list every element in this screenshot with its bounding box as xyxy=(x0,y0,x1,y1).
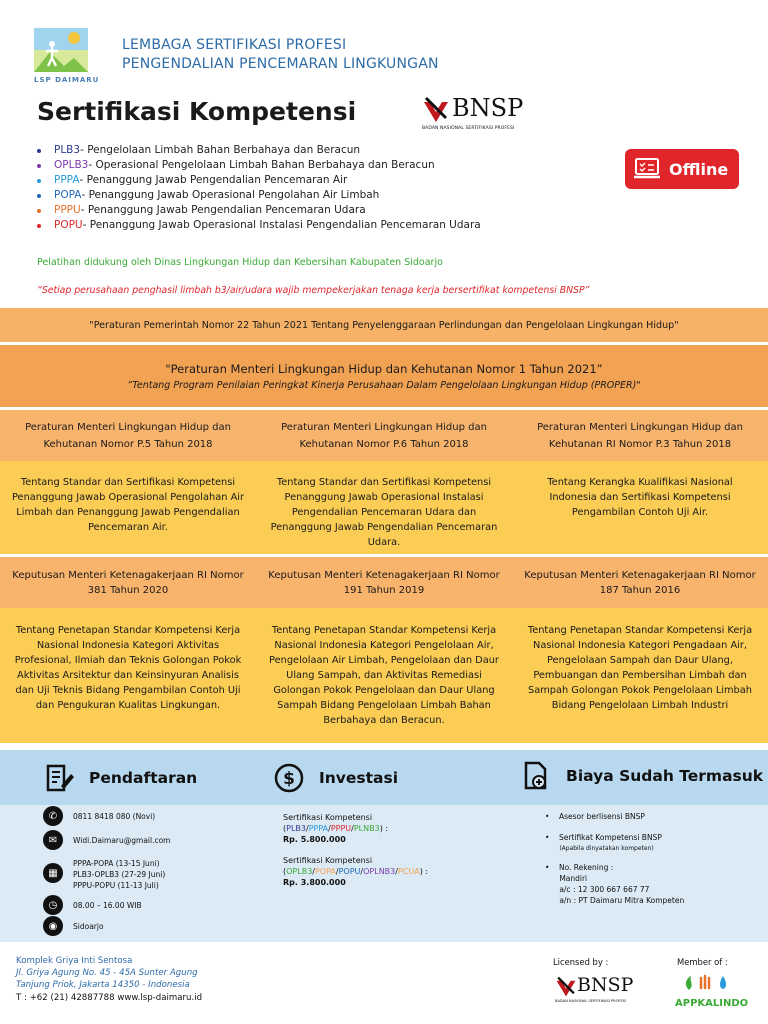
certification-code: PPPA xyxy=(308,824,329,833)
appkalindo-logo xyxy=(675,972,749,1009)
certification-code: POPA xyxy=(314,867,336,876)
bank-name: Mandiri xyxy=(559,874,588,883)
clock-icon: ◷ xyxy=(43,895,63,915)
lsp-daimaru-logo xyxy=(30,22,92,84)
appkalindo-emblem-icon xyxy=(675,972,745,992)
investment-1-title: Sertifikasi Kompetensi xyxy=(283,813,373,822)
member-of-label: Member of : xyxy=(677,957,728,967)
certification-code: OPLB3 xyxy=(286,867,313,876)
course-item xyxy=(37,188,481,203)
certification-code: PCUA xyxy=(397,867,420,876)
investment-1-price: Rp. 5.800.000 xyxy=(283,835,346,844)
bank-account-name: a/n : PT Daimaru Mitra Kompeten xyxy=(559,896,685,905)
registration-form-icon xyxy=(43,762,75,794)
investment-package-1 xyxy=(283,812,388,845)
footer-bnsp-subtitle: BADAN NASIONAL SERTIFIKASI PROFESI xyxy=(555,999,627,1003)
schedule-item: PPPU-POPU (11-13 Juli) xyxy=(73,881,159,890)
bnsp-logo xyxy=(422,96,537,136)
bullet-dot xyxy=(37,224,41,228)
contact-time-text: 08.00 – 16.00 WIB xyxy=(73,900,142,910)
regulation-pp22-text: "Peraturan Pemerintah Nomor 22 Tahun 2021 Tentang Penyelenggaraan Perlindungan dan Pengelolaan Lingkungan Hidup" xyxy=(89,319,679,331)
contact-location-text: Sidoarjo xyxy=(73,921,104,931)
org-name xyxy=(122,36,439,74)
contact-phone-text: 0811 8418 080 (Novi) xyxy=(73,811,156,821)
registration-heading xyxy=(43,762,197,794)
footer-address xyxy=(16,955,202,1004)
contact-email-text: Widi.Daimaru@gmail.com xyxy=(73,835,171,845)
course-description: - Penanggung Jawab Pengendalian Pencemaran Air xyxy=(79,174,348,186)
course-description: - Penanggung Jawab Pengendalian Pencemaran Udara xyxy=(80,204,366,216)
regulation-pp22 xyxy=(0,308,768,342)
regulation-title-cell: Keputusan Menteri Ketenagakerjaan RI Nomor 191 Tahun 2019 xyxy=(268,569,500,596)
address-line: Jl. Griya Agung No. 45 - 45A Sunter Agung xyxy=(16,968,198,979)
includes-heading-text: Biaya Sudah Termasuk xyxy=(566,767,764,785)
course-code: PPPA xyxy=(54,174,80,186)
certification-code: POPU xyxy=(338,867,361,876)
bnsp-emblem-icon xyxy=(555,976,577,998)
offline-label: Offline xyxy=(669,159,729,179)
course-item xyxy=(37,173,481,188)
contact-phone xyxy=(43,806,155,826)
course-list xyxy=(37,143,481,233)
regulation-permen1 xyxy=(0,345,768,407)
investment-package-2 xyxy=(283,855,428,888)
include-assessor-text: Asesor berlisensi BNSP xyxy=(558,812,645,821)
org-line-2: PENGENDALIAN PENCEMARAN LINGKUNGAN xyxy=(122,56,439,72)
investment-2-title: Sertifikasi Kompetensi xyxy=(283,856,373,865)
course-code: POPU xyxy=(54,219,83,231)
regulation-desc-row-2 xyxy=(0,608,768,743)
org-line-1: LEMBAGA SERTIFIKASI PROFESI xyxy=(122,37,347,53)
bnsp-logo-subtitle: BADAN NASIONAL SERTIFIKASI PROFESI xyxy=(422,126,515,131)
regulation-title-row-1 xyxy=(0,410,768,461)
course-code: POPA xyxy=(54,189,82,201)
regulation-title-cell: Keputusan Menteri Ketenagakerjaan RI Nomor 187 Tahun 2016 xyxy=(524,569,756,596)
address-contact-line: T : +62 (21) 42887788 www.lsp-daimaru.id xyxy=(16,992,203,1003)
svg-text:$: $ xyxy=(283,769,295,789)
registration-heading-text: Pendaftaran xyxy=(89,769,198,787)
bullet-dot xyxy=(37,209,41,213)
regulation-title-row-2 xyxy=(0,557,768,608)
bullet-dot xyxy=(37,179,41,183)
course-description: - Operasional Pengelolaan Limbah Bahan Berbahaya dan Beracun xyxy=(88,159,435,171)
include-certificate: • Sertifikat Kompetensi BNSP (Apabila dinyatakan kompeten) xyxy=(545,833,662,852)
laptop-checklist-icon xyxy=(633,157,661,181)
includes-heading xyxy=(520,760,763,792)
certification-code: PLNB3 xyxy=(353,824,380,833)
course-description: - Pengelolaan Limbah Bahan Berbahaya dan Beracun xyxy=(80,144,361,156)
page-title: Sertifikasi Kompetensi xyxy=(37,97,357,126)
location-pin-icon: ◉ xyxy=(43,916,63,936)
contact-location xyxy=(43,916,104,936)
regulation-desc-cell: Tentang Standar dan Sertifikasi Kompetensi Penanggung Jawab Operasional Pengolahan Air Limbah dan Penanggung Jawab Pengendalian Pencemaran Air. xyxy=(12,477,245,533)
regulation-title-cell: Peraturan Menteri Lingkungan Hidup dan Kehutanan Nomor P.5 Tahun 2018 xyxy=(25,421,231,450)
bank-account-label: No. Rekening : xyxy=(558,863,614,872)
address-line: Tanjung Priok, Jakarta 14350 - Indonesia xyxy=(16,980,190,991)
course-description: - Penanggung Jawab Operasional Instalasi Pengendalian Pencemaran Udara xyxy=(82,219,481,231)
whatsapp-icon: ✆ xyxy=(43,806,63,826)
bullet-dot xyxy=(37,194,41,198)
bank-account-number: a/c : 12 300 667 667 77 xyxy=(559,885,650,894)
include-certificate-text: Sertifikat Kompetensi BNSP xyxy=(558,833,662,842)
regulation-title-cell: Peraturan Menteri Lingkungan Hidup dan Kehutanan RI Nomor P.3 Tahun 2018 xyxy=(537,421,743,450)
course-item xyxy=(37,218,481,233)
include-certificate-note: (Apabila dinyatakan kompeten) xyxy=(559,845,654,852)
dollar-icon xyxy=(273,762,305,794)
regulation-desc-row-1 xyxy=(0,461,768,554)
investment-heading xyxy=(273,762,398,794)
certification-code: PPPU xyxy=(330,824,352,833)
investment-1-codes: (PLB3/PPPA/PPPU/PLNB3) : xyxy=(283,824,389,833)
bullet-dot xyxy=(37,149,41,153)
include-bank-account: • No. Rekening : Mandiri a/c : 12 300 667 667 77 a/n : PT Daimaru Mitra Kompeten xyxy=(545,863,685,905)
regulation-desc-cell: Tentang Kerangka Kualifikasi Nasional Indonesia dan Sertifikasi Kompetensi Pengambilan Contoh Uji Air. xyxy=(547,477,733,518)
regulation-title-cell: Keputusan Menteri Ketenagakerjaan RI Nomor 381 Tahun 2020 xyxy=(12,569,244,596)
regulation-desc-cell: Tentang Penetapan Standar Kompetensi Kerja Nasional Indonesia Kategori Pengelolaan Air, Pengelolaan Air Limbah, Pengelolaan dan Daur Ulang Sampah, dan Aktivitas Remediasi Golongan Pokok Pengelolaan dan Daur Ulang Sampah Bidang Pengelolaan Limbah Bahan Berbahaya dan Beracun. xyxy=(269,625,499,726)
footer-bnsp-text: BNSP xyxy=(577,974,634,996)
certification-code: PLB3 xyxy=(286,824,306,833)
investment-2-price: Rp. 3.800.000 xyxy=(283,878,346,887)
certification-code: OPLNB3 xyxy=(363,867,396,876)
regulation-desc-cell: Tentang Penetapan Standar Kompetensi Kerja Nasional Indonesia Kategori Pengadaan Air, Pengelolaan Sampah dan Daur Ulang, Pembuangan dan Pembersihan Limbah dan Sampah Golongan Pokok Pengelolaan Limbah Bidang Pengelolaan Limbah Industri xyxy=(527,625,753,711)
schedule-item: PLB3-OPLB3 (27-29 Juni) xyxy=(73,870,166,879)
include-assessor: • Asesor berlisensi BNSP xyxy=(545,812,645,821)
contact-time xyxy=(43,895,142,915)
course-code: PPPU xyxy=(54,204,81,216)
address-line: Komplek Griya Inti Sentosa xyxy=(16,956,133,966)
course-code: PLB3 xyxy=(54,144,81,156)
course-code: OPLB3 xyxy=(54,159,89,171)
document-add-icon xyxy=(520,760,552,792)
regulation-permen1-subtitle: ”Tentang Program Penilaian Peringkat Kinerja Perusahaan Dalam Pengelolaan Lingkungan Hidup (PROPER)" xyxy=(127,379,641,391)
bullet-dot xyxy=(37,164,41,168)
email-icon: ✉ xyxy=(43,830,63,850)
support-text: Pelatihan didukung oleh Dinas Lingkungan Hidup dan Kebersihan Kabupaten Sidoarjo xyxy=(37,257,443,268)
investment-2-codes: (OPLB3/POPA/POPU/OPLNB3/PCUA) : xyxy=(283,867,429,876)
bnsp-logo-text: BNSP xyxy=(452,94,524,122)
contact-schedule xyxy=(43,858,165,891)
offline-badge xyxy=(625,149,739,189)
regulation-desc-cell: Tentang Standar dan Sertifikasi Kompetensi Penanggung Jawab Operasional Instalasi Pengendalian Pencemaran Udara dan Penanggung Jawab Pengendalian Pencemaran Udara. xyxy=(270,477,498,548)
regulation-title-cell: Peraturan Menteri Lingkungan Hidup dan Kehutanan Nomor P.6 Tahun 2018 xyxy=(281,421,487,450)
course-description: - Penanggung Jawab Operasional Pengolahan Air Limbah xyxy=(81,189,380,201)
schedule-item: PPPA-POPA (13-15 Juni) xyxy=(73,859,160,868)
logo-caption: LSP DAIMARU xyxy=(34,76,100,84)
bnsp-emblem-icon xyxy=(422,96,450,124)
regulation-desc-cell: Tentang Penetapan Standar Kompetensi Kerja Nasional Indonesia Kategori Aktivitas Profesional, Ilmiah dan Teknis Golongan Pokok Aktivitas Arsitektur dan Keinsinyuran Analisis dan Uji Teknis Bidang Pengambilan Contoh Uji dan Pengukuran Kualitas Lingkungan. xyxy=(14,625,242,711)
calendar-icon: ▦ xyxy=(43,863,63,883)
course-item xyxy=(37,158,481,173)
appkalindo-text: APPKALINDO xyxy=(675,998,749,1009)
contact-email xyxy=(43,830,171,850)
regulation-quote: “Setiap perusahaan penghasil limbah b3/air/udara wajib mempekerjakan tenaga kerja bersertifikat kompetensi BNSP” xyxy=(37,285,590,296)
course-item xyxy=(37,143,481,158)
licensed-by-label: Licensed by : xyxy=(553,957,609,967)
regulation-permen1-title: "Peraturan Menteri Lingkungan Hidup dan Kehutanan Nomor 1 Tahun 2021” xyxy=(165,361,603,376)
investment-heading-text: Investasi xyxy=(319,769,399,787)
course-item xyxy=(37,203,481,218)
footer-bnsp-logo xyxy=(555,974,645,1006)
